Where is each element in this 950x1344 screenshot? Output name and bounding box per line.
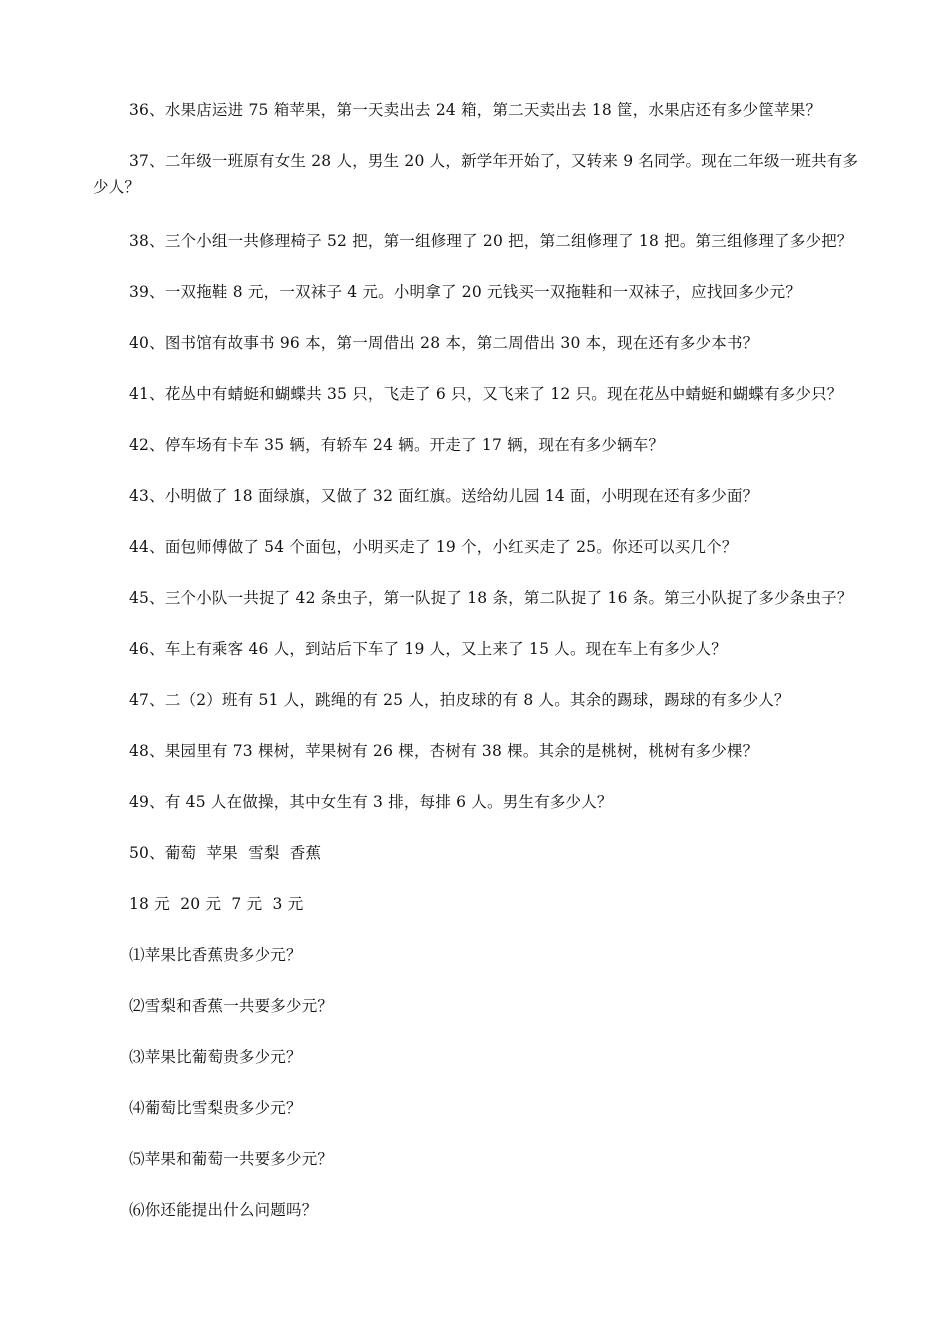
sub-question-1: ⑴苹果比香蕉贵多少元？ <box>129 946 302 964</box>
sub-question-2: ⑵雪梨和香蕉一共要多少元？ <box>129 997 334 1015</box>
sub-question-3: ⑶苹果比葡萄贵多少元？ <box>129 1048 302 1066</box>
question-48: 48、果园里有 73 棵树，苹果树有 26 棵，杏树有 38 棵。其余的是桃树，桃树有多少棵？ <box>129 742 759 760</box>
question-43: 43、小明做了 18 面绿旗，又做了 32 面红旗。送给幼儿园 14 面，小明现在还有多少面？ <box>129 487 759 505</box>
sub-question-4: ⑷葡萄比雪梨贵多少元？ <box>129 1099 302 1117</box>
question-50-prices: 18 元 20 元 7 元 3 元 <box>129 895 304 913</box>
question-44: 44、面包师傅做了 54 个面包，小明买走了 19 个，小红买走了 25。你还可以买几个？ <box>129 538 738 556</box>
question-40: 40、图书馆有故事书 96 本，第一周借出 28 本，第二周借出 30 本，现在还有多少本书？ <box>129 334 759 352</box>
question-46: 46、车上有乘客 46 人，到站后下车了 19 人，又上来了 15 人。现在车上有多少人？ <box>129 640 727 658</box>
question-37: 37、二年级一班原有女生 28 人，男生 20 人，新学年开始了，又转来 9 名同学。现在二年级一班共有多少人？ <box>93 152 859 196</box>
question-39: 39、一双拖鞋 8 元，一双袜子 4 元。小明拿了 20 元钱买一双拖鞋和一双袜子，应找回多少元？ <box>129 283 802 301</box>
question-47: 47、二（2）班有 51 人，跳绳的有 25 人，拍皮球的有 8 人。其余的踢球，踢球的有多少人？ <box>129 691 790 709</box>
question-45: 45、三个小队一共捉了 42 条虫子，第一队捉了 18 条，第二队捉了 16 条。第三小队捉了多少条虫子？ <box>129 589 853 607</box>
question-36: 36、水果店运进 75 箱苹果，第一天卖出去 24 箱，第二天卖出去 18 筐，水果店还有多少筐苹果？ <box>129 101 822 119</box>
question-42: 42、停车场有卡车 35 辆，有轿车 24 辆。开走了 17 辆，现在有多少辆车？ <box>129 436 665 454</box>
sub-question-6: ⑹你还能提出什么问题吗？ <box>129 1201 318 1219</box>
question-38: 38、三个小组一共修理椅子 52 把，第一组修理了 20 把，第二组修理了 18 把。第三组修理了多少把？ <box>129 232 853 250</box>
sub-question-5: ⑸苹果和葡萄一共要多少元？ <box>129 1150 334 1168</box>
question-49: 49、有 45 人在做操，其中女生有 3 排，每排 6 人。男生有多少人？ <box>129 793 613 811</box>
question-41: 41、花丛中有蜻蜓和蝴蝶共 35 只，飞走了 6 只，又飞来了 12 只。现在花丛中蜻蜓和蝴蝶有多少只？ <box>129 385 843 403</box>
question-50-items: 50、葡萄 苹果 雪梨 香蕉 <box>129 844 322 862</box>
